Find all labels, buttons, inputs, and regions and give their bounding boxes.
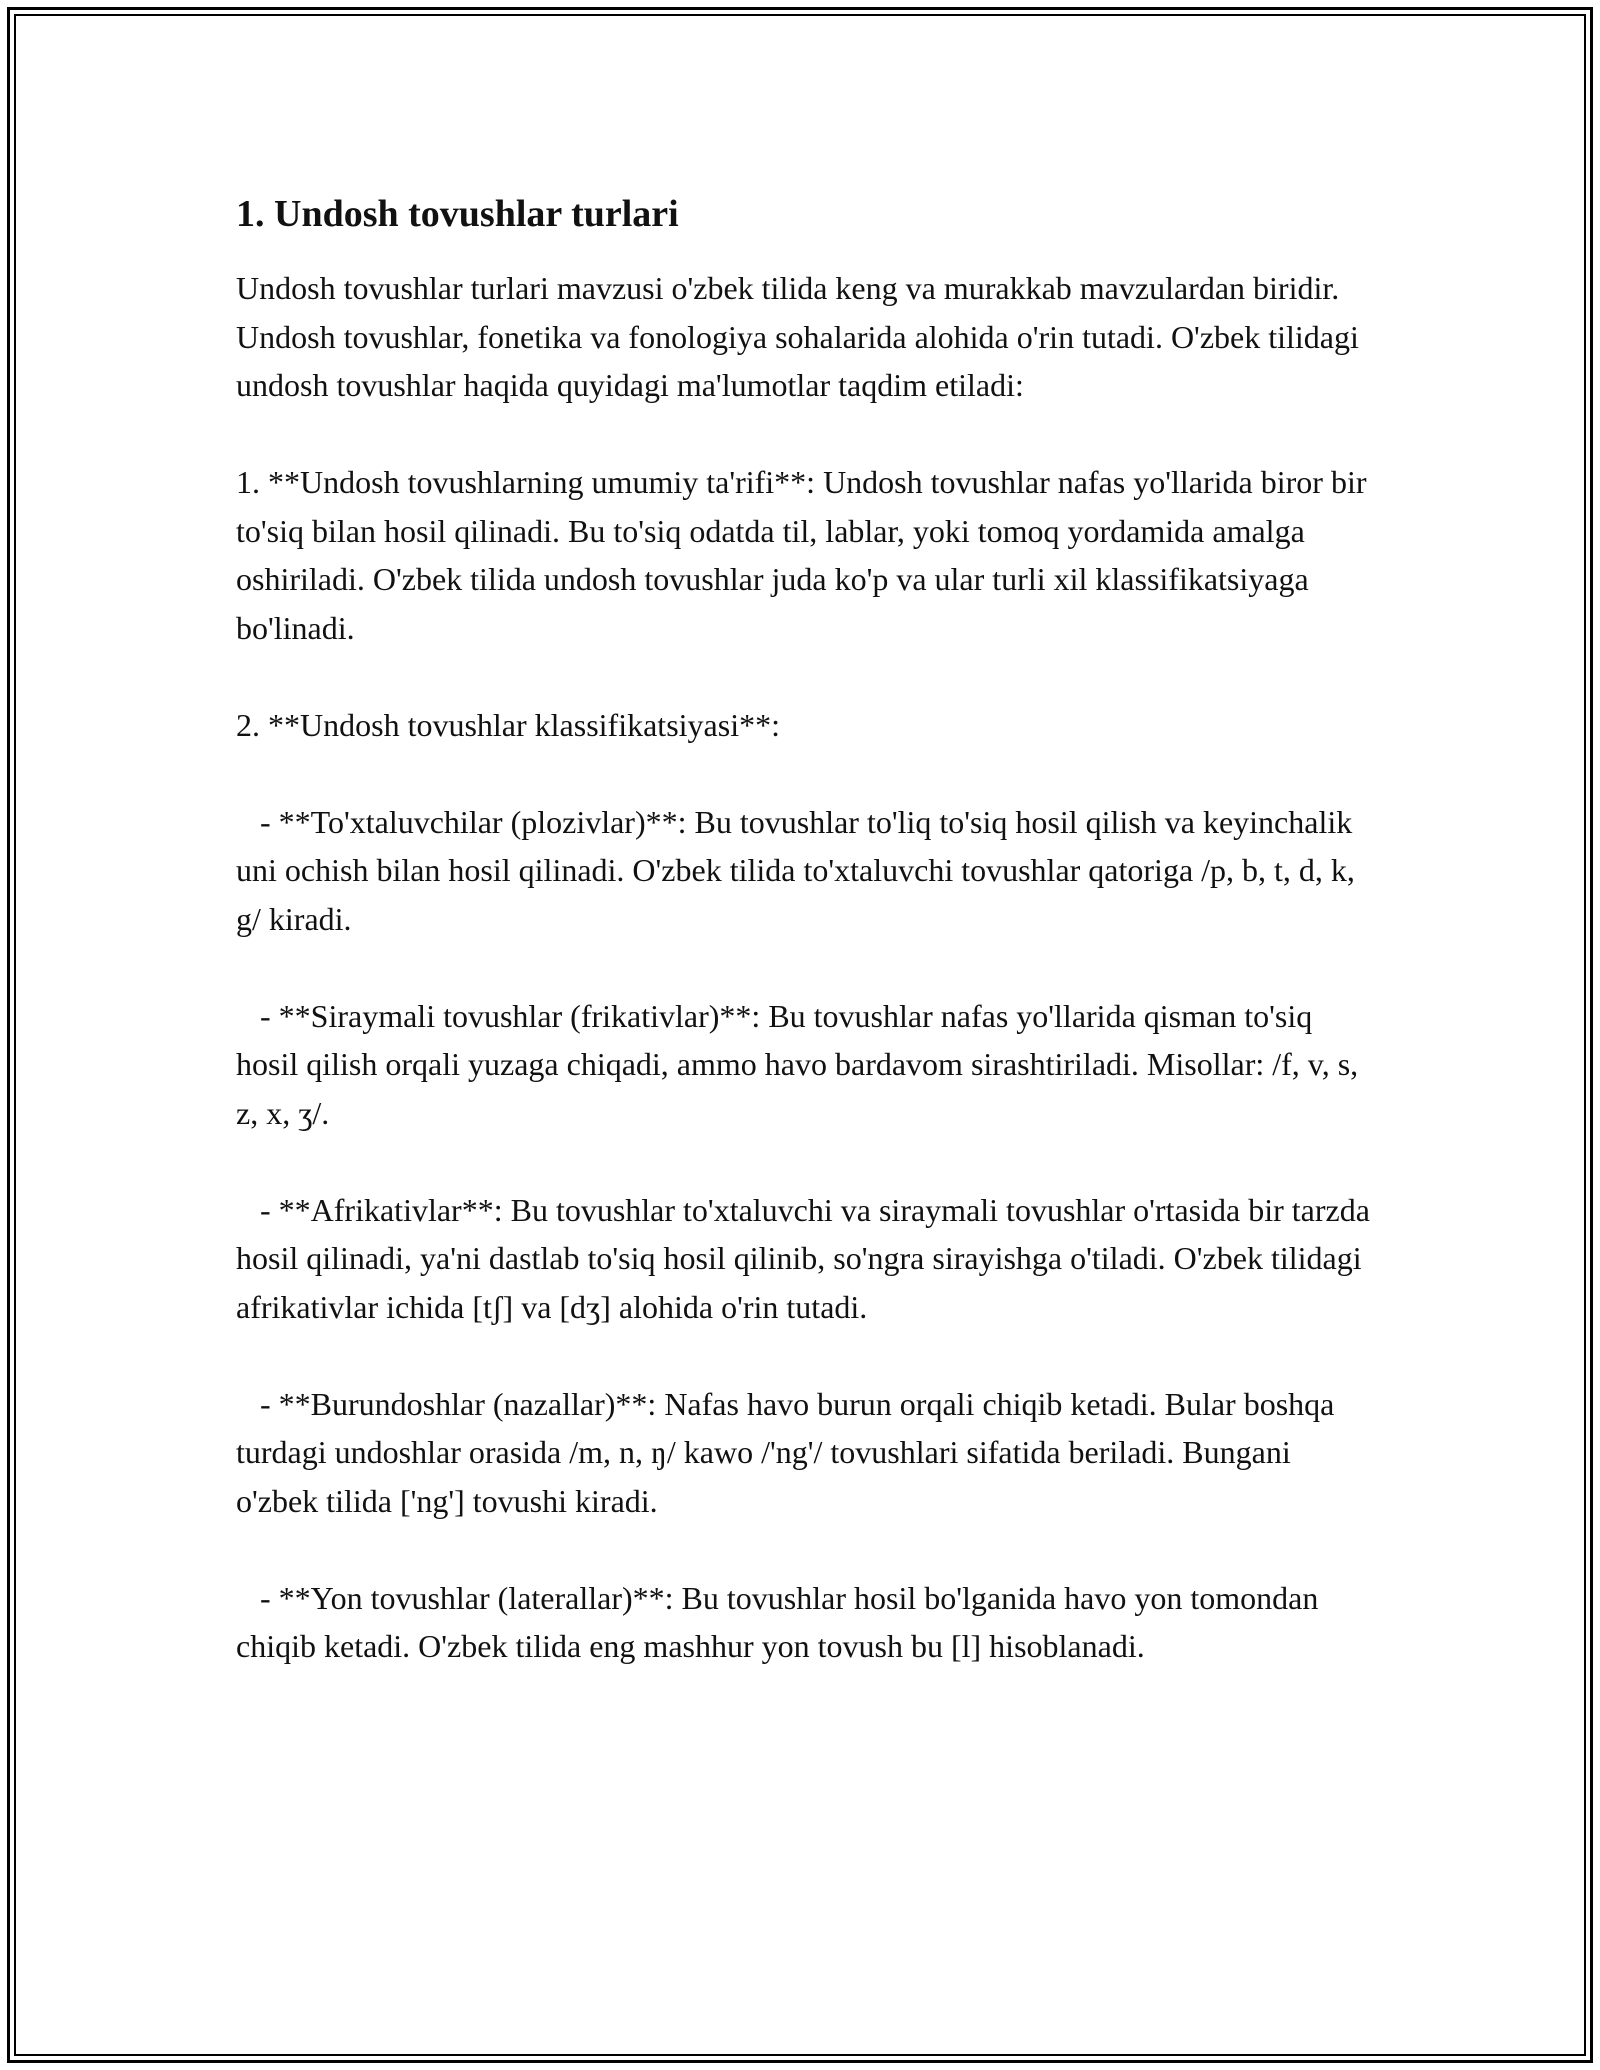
intro-paragraph: Undosh tovushlar turlari mavzusi o'zbek tilida keng va murakkab mavzulardan biridir. Undosh tovushlar, fonetika va fonologiya sohalarida alohida o'rin tutadi. O'zbek tilidagi undosh tovushlar haqida quyidagi ma'lumotlar taqdim etiladi: [236,270,1367,403]
affricates-list-item: - **Afrikativlar**: Bu tovushlar to'xtaluvchi va siraymali tovushlar o'rtasida bir tarzda hosil qilinadi, ya'ni dastlab to'siq hosil qilinib, so'ngra sirayishga o'tiladi. O'zbek tilidagi afrikativlar ichida [tʃ] va [dʒ] alohida o'rin tutadi. [236,1191,1378,1325]
classification-heading-paragraph: 2. **Undosh tovushlar klassifikatsiyasi**: [236,706,780,743]
laterals-list-item: - **Yon tovushlar (laterallar)**: Bu tovushlar hosil bo'lganida havo yon tomondan chiqib ketadi. O'zbek tilida eng mashhur yon tovush bu [l] hisoblanadi. [236,1579,1327,1664]
document-body [236,188,1376,1719]
fricatives-list-item: - **Siraymali tovushlar (frikativlar)**: Bu tovushlar nafas yo'llarida qisman to'siq hosil qilish orqali yuzaga chiqadi, ammo havo bardavom sirashtiriladi. Misollar: /f, v, s, z, x, ʒ/. [236,997,1367,1131]
definition-paragraph: 1. **Undosh tovushlarning umumiy ta'rifi**: Undosh tovushlar nafas yo'llarida biror bir to'siq bilan hosil qilinadi. Bu to'siq odatda til, lablar, yoki tomoq yordamida amalga oshiriladi. O'zbek tilida undosh tovushlar juda ko'p va ular turli xil klassifikatsiyaga bo'linadi. [236,464,1375,646]
plosives-list-item: - **To'xtaluvchilar (plozivlar)**: Bu tovushlar to'liq to'siq hosil qilish va keyinchalik uni ochish bilan hosil qilinadi. O'zbek tilida to'xtaluvchi tovushlar qatoriga /p, b, t, d, k, g/ kiradi. [236,803,1363,937]
nasals-list-item: - **Burundoshlar (nazallar)**: Nafas havo burun orqali chiqib ketadi. Bular boshqa turdagi undoshlar orasida /m, n, ŋ/ kawo /'ng'/ tovushlari sifatida beriladi. Bungani o'zbek tilida ['ng'] tovushi kiradi. [236,1385,1343,1519]
section-heading: 1. Undosh tovushlar turlari [236,193,679,235]
